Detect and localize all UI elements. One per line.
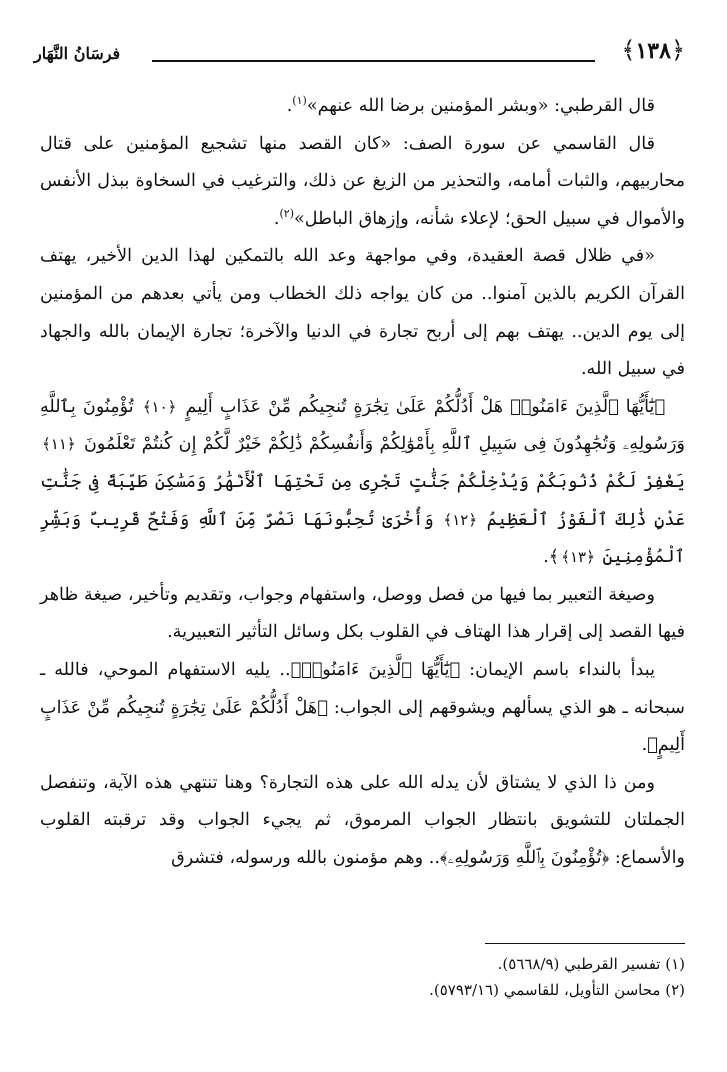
ayah-marker-10: ﴿١٠﴾ [142,397,177,416]
paragraph-style: وصيغة التعبير بما فيها من فصل ووصل، واستفهام وجواب، وتقديم وتأخير، صيغة ظاهر فيها القصد إلى إقرار هذا الهتاف في القلوب بكل وسائل التأثير التعبيرية. [40,584,685,643]
ayah-13-text: وَأُخْرَىٰ تُحِبُّونَهَا نَصْرٌ مِّنَ ٱللَّهِ وَفَتْحٌ قَرِيبٌ وَبَشِّرِ ٱلْمُؤْمِنِينَ [40,509,685,568]
page-number [619,36,687,65]
paragraph-answer: ومن ذا الذي لا يشتاق لأن يدله الله على هذه التجارة؟ وهنا تنتهي هذه الآية، وتنفصل الجملتان للتشويق بانتظار الجواب المرموق، ثم يجيء الجواب وقد ترقبته القلوب والأسماع: ﴿تُؤْمِنُونَ بِٱللَّهِ وَرَسُولِهِۦ﴾.. وهم مؤمنون بالله ورسوله، فتشرق [40,772,685,868]
footnote-ref-1[interactable]: (١) [292,94,307,108]
brace-right-icon: ﴿ [670,36,685,64]
header-rule [152,60,595,62]
footnote-ref-2[interactable]: (٢) [279,206,295,220]
footnote-1: (١) تفسير القرطبي (٥٦٦٨/٩). [497,955,685,973]
paragraph-qasimi: قال القاسمي عن سورة الصف: «كان القصد منها تشجيع المؤمنين على قتال محاربيهم، والثبات أمامه، والتحذير من الزيغ عن ذلك، والترغيب في السخاوة ببذل الأنفس والأموال في سبيل الحق؛ لإعلاء شأنه، وإزهاق الباطل»$^{(٢)}$. [40,133,685,229]
ayah-12-text: يَغْفِرْ لَكُمْ ذُنُوبَكُمْ وَيُدْخِلْكُمْ جَنَّٰتٍ تَجْرِى مِن تَحْتِهَا ٱلْأَنْهَٰرُ وَمَسَٰكِنَ طَيِّبَةً فِى جَنَّٰتِ عَدْنٍ ذَٰلِكَ ٱلْفَوْزُ ٱلْعَظِيمُ [40,471,686,530]
page-number-value: ١٣٨ [635,38,671,64]
paragraph-qurtubi: قال القرطبي: «وبشر المؤمنين برضا الله عنهم»$^{(١)}$. [286,94,655,116]
quran-verses-block: ﴿يَٰٓأَيُّهَا ٱلَّذِينَ ءَامَنُوا۟ هَلْ أَدُلُّكُمْ عَلَىٰ تِجَٰرَةٍ تُنجِيكُم مِّنْ عَذَابٍ أَلِيمٍ ﴿١٠﴾ تُؤْمِنُونَ بِٱللَّهِ وَرَسُولِهِۦ وَتُجَٰهِدُونَ فِى سَبِيلِ ٱللَّهِ بِأَمْوَٰلِكُمْ وَأَنفُسِكُمْ ذَٰلِكُمْ خَيْرٌ لَّكُمْ إِن كُنتُمْ تَعْلَمُونَ ﴿١١﴾ يَغْفِرْ لَكُمْ ذُنُوبَكُمْ وَيُدْخِلْكُمْ جَنَّٰتٍ تَجْرِى مِن تَحْتِهَا ٱلْأَنْهَٰرُ وَمَسَٰكِنَ طَيِّبَةً فِى جَنَّٰتِ عَدْنٍ ذَٰلِكَ ٱلْفَوْزُ ٱلْعَظِيمُ ﴿١٢﴾ وَأُخْرَىٰ تُحِبُّونَهَا نَصْرٌ مِّنَ ٱللَّهِ وَفَتْحٌ قَرِيبٌ وَبَشِّرِ ٱلْمُؤْمِنِينَ ﴿١٣﴾﴾. [40,396,686,568]
ayah-marker-12: ﴿١٢﴾ [443,510,478,529]
ayah-10-text: يَٰٓأَيُّهَا ٱلَّذِينَ ءَامَنُوا۟ هَلْ أَدُلُّكُمْ عَلَىٰ تِجَٰرَةٍ تُنجِيكُم مِّنْ عَذَابٍ أَلِيمٍ [185,396,655,417]
brace-left-icon: ﴾ [621,36,636,64]
footnote-rule [485,943,685,944]
quran-quote: ﴿هَلْ أَدُلُّكُمْ عَلَىٰ تِجَٰرَةٍ تُنجِيكُم مِّنْ عَذَابٍ أَلِيمٍ﴾ [40,697,685,756]
quran-quote: ﴿يَٰٓأَيُّهَا ٱلَّذِينَ ءَامَنُوا۟﴾ [290,659,461,680]
ayah-marker-11: ﴿١١﴾ [42,435,76,454]
footnotes [40,951,685,1003]
book-title: فرسَانُ النَّهَار [34,44,121,63]
footnote-2: (٢) محاسن التأويل، للقاسمي (٥٧٩٣/١٦). [429,981,685,999]
page-header [34,30,687,78]
ayah-marker-13: ﴿١٣﴾ [561,548,595,567]
paragraph-call: يبدأ بالنداء باسم الإيمان: ﴿يَٰٓأَيُّهَا ٱلَّذِينَ ءَامَنُوا۟﴾.. يليه الاستفهام الموحي، فالله ـ سبحانه ـ هو الذي يسألهم ويشوقهم إلى الجواب: ﴿هَلْ أَدُلُّكُمْ عَلَىٰ تِجَٰرَةٍ تُنجِيكُم مِّنْ عَذَابٍ أَلِيمٍ﴾. [40,659,686,756]
paragraph-zilal: «في ظلال قصة العقيدة، وفي مواجهة وعد الله بالتمكين لهذا الدين الأخير، يهتف القرآن الكريم بالذين آمنوا.. من كان يواجه ذلك الخطاب ومن يأتي بعدهم من المؤمنين إلى يوم الدين.. يهتف بهم إلى أربح تجارة في الدنيا والآخرة؛ تجارة الإيمان بالله والجهاد في سبيل الله. [40,246,685,380]
body-text [40,88,685,877]
quran-quote: ﴿تُؤْمِنُونَ بِٱللَّهِ وَرَسُولِهِۦ﴾ [439,847,610,868]
ayah-11-text: تُؤْمِنُونَ بِٱللَّهِ وَرَسُولِهِۦ وَتُجَٰهِدُونَ فِى سَبِيلِ ٱللَّهِ بِأَمْوَٰلِكُمْ وَأَنفُسِكُمْ ذَٰلِكُمْ خَيْرٌ لَّكُمْ إِن كُنتُمْ تَعْلَمُونَ [40,396,686,455]
